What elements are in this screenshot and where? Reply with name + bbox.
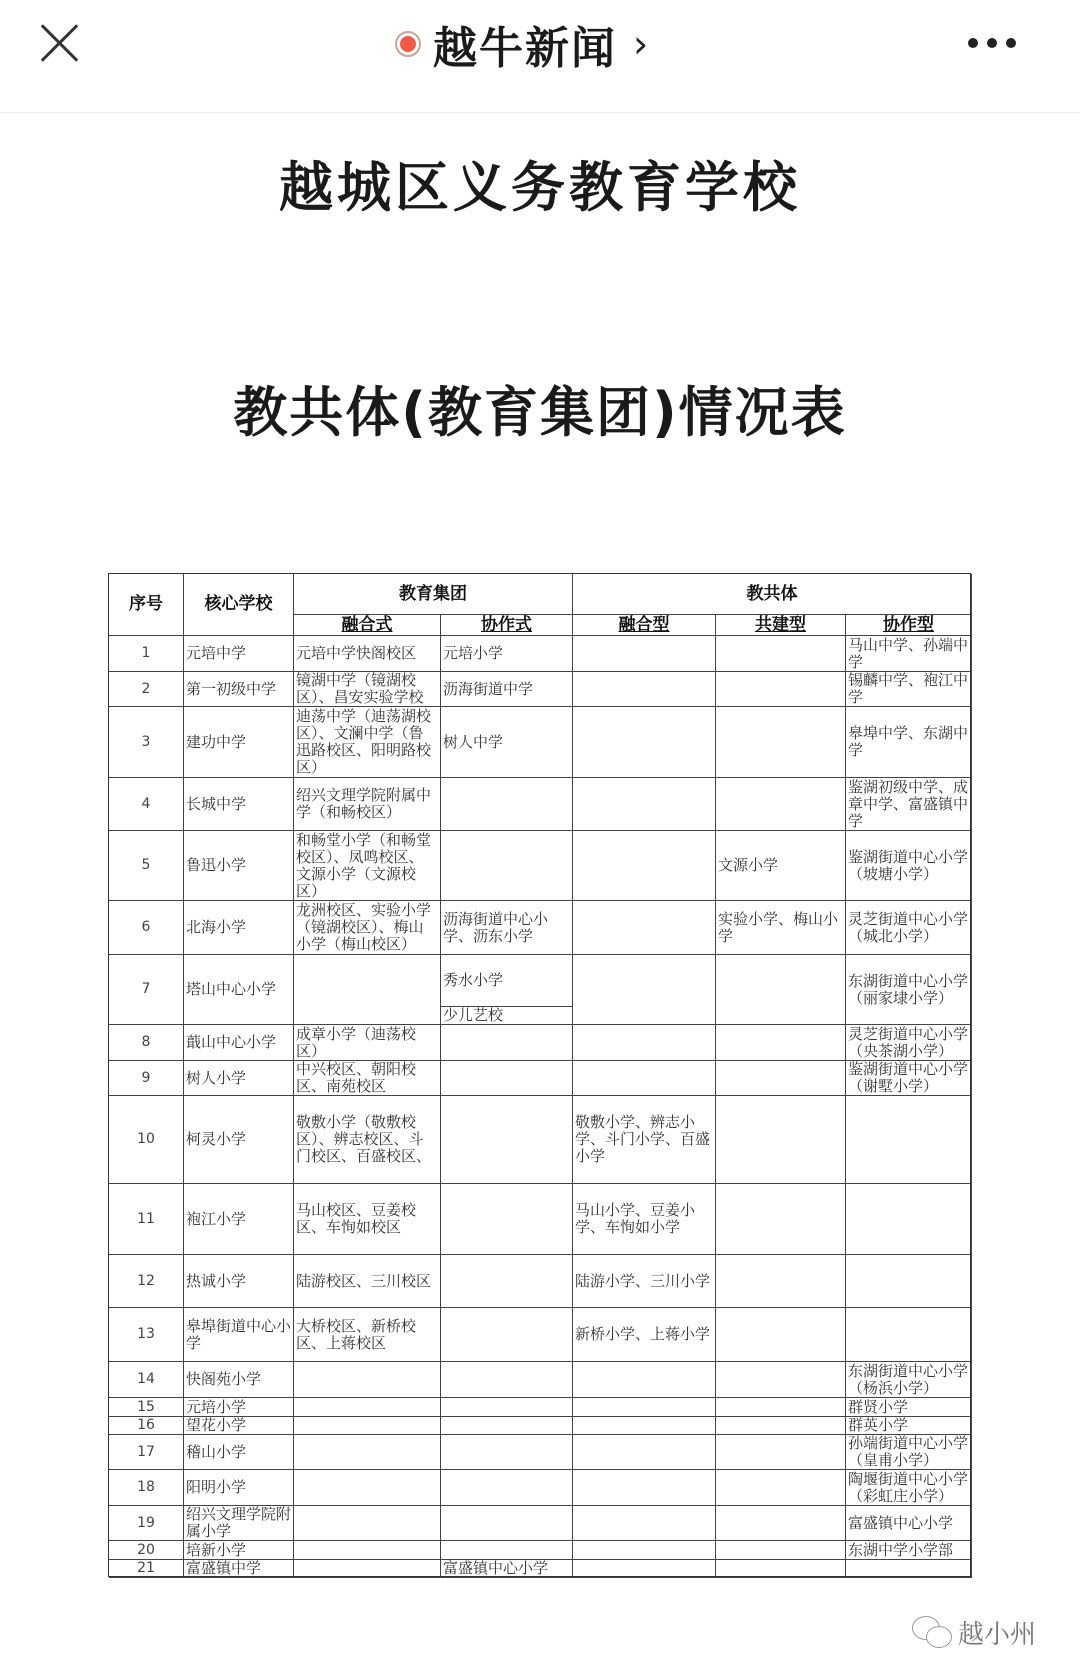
community-cobuild <box>716 1184 846 1255</box>
group-fusion: 中兴校区、朝阳校区、南苑校区 <box>294 1061 441 1096</box>
header-index: 序号 <box>109 574 184 636</box>
community-collab <box>846 1560 972 1578</box>
community-cobuild <box>716 955 846 1025</box>
community-fusion <box>573 901 716 955</box>
community-fusion: 新桥小学、上蒋小学 <box>573 1308 716 1362</box>
community-cobuild <box>716 1308 846 1362</box>
core-school: 第一初级中学 <box>184 672 294 707</box>
community-collab: 鉴湖街道中心小学（坡塘小学） <box>846 831 972 901</box>
community-cobuild <box>716 1255 846 1308</box>
community-fusion <box>573 1025 716 1061</box>
group-fusion <box>294 1560 441 1578</box>
row-index: 15 <box>109 1398 184 1417</box>
community-fusion: 马山小学、豆姜小学、车恂如小学 <box>573 1184 716 1255</box>
community-collab: 东湖街道中心小学（杨浜小学） <box>846 1362 972 1398</box>
watermark-text: 越小州 <box>958 1620 1037 1650</box>
group-fusion <box>294 1506 441 1541</box>
group-fusion: 迪荡中学（迪荡湖校区）、文澜中学（鲁迅路校区、阳明路校区） <box>294 707 441 778</box>
group-fusion: 成章小学（迪荡校区） <box>294 1025 441 1061</box>
group-collab <box>441 1470 573 1506</box>
community-collab <box>846 1255 972 1308</box>
community-cobuild <box>716 672 846 707</box>
community-fusion <box>573 1470 716 1506</box>
close-icon[interactable] <box>38 20 82 64</box>
core-school: 快阁苑小学 <box>184 1362 294 1398</box>
community-collab: 马山中学、孙端中学 <box>846 636 972 672</box>
group-fusion <box>294 1362 441 1398</box>
community-cobuild <box>716 778 846 831</box>
community-collab: 皋埠中学、东湖中学 <box>846 707 972 778</box>
row-index: 18 <box>109 1470 184 1506</box>
community-fusion: 敬敷小学、辨志小学、斗门小学、百盛小学 <box>573 1096 716 1184</box>
community-fusion <box>573 1362 716 1398</box>
community-cobuild <box>716 636 846 672</box>
core-school: 袍江小学 <box>184 1184 294 1255</box>
core-school: 培新小学 <box>184 1541 294 1560</box>
account-name: 越牛新闻 <box>433 23 617 74</box>
community-cobuild: 实验小学、梅山小学 <box>716 901 846 955</box>
account-name-link[interactable] <box>395 14 648 74</box>
row-index: 12 <box>109 1255 184 1308</box>
row-index: 1 <box>109 636 184 672</box>
more-icon[interactable] <box>968 38 1016 48</box>
group-collab <box>441 1255 573 1308</box>
core-school: 鲁迅小学 <box>184 831 294 901</box>
header-group-collab: 协作式 <box>441 615 573 636</box>
row-index: 17 <box>109 1435 184 1470</box>
group-collab <box>441 1417 573 1435</box>
top-bar <box>0 0 1080 113</box>
row-index: 5 <box>109 831 184 901</box>
group-fusion <box>294 1398 441 1417</box>
row-index: 19 <box>109 1506 184 1541</box>
core-school: 绍兴文理学院附属小学 <box>184 1506 294 1541</box>
group-collab: 沥海街道中心小学、沥东小学 <box>441 901 573 955</box>
group-fusion: 镜湖中学（镜湖校区）、昌安实验学校 <box>294 672 441 707</box>
group-collab: 富盛镇中心小学 <box>441 1560 573 1578</box>
group-collab: 元培小学 <box>441 636 573 672</box>
row-index: 8 <box>109 1025 184 1061</box>
group-fusion: 元培中学快阁校区 <box>294 636 441 672</box>
group-collab <box>441 1362 573 1398</box>
community-collab: 富盛镇中心小学 <box>846 1506 972 1541</box>
community-cobuild: 文源小学 <box>716 831 846 901</box>
community-collab: 灵芝街道中心小学（城北小学） <box>846 901 972 955</box>
page-title-line1: 越城区义务教育学校 <box>279 156 801 219</box>
community-fusion <box>573 831 716 901</box>
group-collab <box>441 1541 573 1560</box>
core-school: 柯灵小学 <box>184 1096 294 1184</box>
group-fusion: 大桥校区、新桥校区、上蒋校区 <box>294 1308 441 1362</box>
group-collab <box>441 1096 573 1184</box>
core-school: 塔山中心小学 <box>184 955 294 1025</box>
community-cobuild <box>716 1061 846 1096</box>
row-index: 21 <box>109 1560 184 1578</box>
community-fusion <box>573 1398 716 1417</box>
header-core-school: 核心学校 <box>184 574 294 636</box>
row-index: 10 <box>109 1096 184 1184</box>
community-fusion <box>573 778 716 831</box>
row-index: 2 <box>109 672 184 707</box>
group-collab: 沥海街道中学 <box>441 672 573 707</box>
community-fusion <box>573 1061 716 1096</box>
community-cobuild <box>716 1398 846 1417</box>
row-index: 11 <box>109 1184 184 1255</box>
community-cobuild <box>716 1541 846 1560</box>
group-fusion: 马山校区、豆姜校区、车恂如校区 <box>294 1184 441 1255</box>
group-collab <box>441 778 573 831</box>
community-fusion <box>573 636 716 672</box>
community-collab: 鉴湖初级中学、成章中学、富盛镇中学 <box>846 778 972 831</box>
group-fusion: 陆游校区、三川校区 <box>294 1255 441 1308</box>
community-fusion <box>573 1560 716 1578</box>
core-school: 皋埠街道中心小学 <box>184 1308 294 1362</box>
community-fusion <box>573 1417 716 1435</box>
community-fusion <box>573 1435 716 1470</box>
row-index: 7 <box>109 955 184 1025</box>
community-fusion <box>573 955 716 1025</box>
group-collab <box>441 1398 573 1417</box>
group-collab: 树人中学 <box>441 707 573 778</box>
group-fusion <box>294 1470 441 1506</box>
group-collab <box>441 831 573 901</box>
community-collab <box>846 1096 972 1184</box>
header-community-fusion: 融合型 <box>573 615 716 636</box>
community-collab <box>846 1184 972 1255</box>
group-collab <box>441 1506 573 1541</box>
row-index: 20 <box>109 1541 184 1560</box>
chevron-right-icon: › <box>633 22 649 66</box>
community-cobuild <box>716 1506 846 1541</box>
group-collab <box>441 1025 573 1061</box>
community-fusion <box>573 707 716 778</box>
group-collab <box>441 1308 573 1362</box>
schools-table <box>108 573 971 1577</box>
group-collab <box>441 1435 573 1470</box>
community-collab: 群英小学 <box>846 1417 972 1435</box>
watermark <box>912 1614 1036 1651</box>
group-collab <box>441 1184 573 1255</box>
header-community-collab: 协作型 <box>846 615 972 636</box>
group-fusion <box>294 1435 441 1470</box>
community-collab <box>846 1308 972 1362</box>
row-index: 4 <box>109 778 184 831</box>
core-school: 北海小学 <box>184 901 294 955</box>
community-collab: 东湖中学小学部 <box>846 1541 972 1560</box>
community-fusion <box>573 1506 716 1541</box>
row-index: 13 <box>109 1308 184 1362</box>
community-collab: 东湖街道中心小学（丽家埭小学） <box>846 955 972 1025</box>
wechat-icon <box>912 1616 952 1650</box>
core-school: 阳明小学 <box>184 1470 294 1506</box>
live-dot-icon <box>395 31 421 57</box>
community-cobuild <box>716 1435 846 1470</box>
page-title-line2: 教共体(教育集团)情况表 <box>233 381 847 444</box>
row-index: 6 <box>109 901 184 955</box>
header-community-cobuild: 共建型 <box>716 615 846 636</box>
core-school: 长城中学 <box>184 778 294 831</box>
group-fusion: 敬敷小学（敬敷校区）、辨志校区、斗门校区、百盛校区、 <box>294 1096 441 1184</box>
community-cobuild <box>716 707 846 778</box>
group-collab: 秀水小学 <box>441 955 573 1007</box>
group-fusion <box>294 955 441 1025</box>
core-school: 树人小学 <box>184 1061 294 1096</box>
community-cobuild <box>716 1362 846 1398</box>
header-community: 教共体 <box>573 574 972 615</box>
community-collab: 孙端街道中心小学（皇甫小学） <box>846 1435 972 1470</box>
community-cobuild <box>716 1560 846 1578</box>
core-school: 热诚小学 <box>184 1255 294 1308</box>
community-cobuild <box>716 1025 846 1061</box>
community-collab: 灵芝街道中心小学（央茶湖小学） <box>846 1025 972 1061</box>
core-school: 蕺山中心小学 <box>184 1025 294 1061</box>
group-collab: 少儿艺校 <box>441 1007 573 1025</box>
group-fusion <box>294 1417 441 1435</box>
group-fusion: 和畅堂小学（和畅堂校区）、凤鸣校区、文源小学（文源校区） <box>294 831 441 901</box>
group-fusion: 龙洲校区、实验小学（镜湖校区）、梅山小学（梅山校区） <box>294 901 441 955</box>
community-collab: 陶堰街道中心小学（彩虹庄小学） <box>846 1470 972 1506</box>
group-fusion <box>294 1541 441 1560</box>
group-collab <box>441 1061 573 1096</box>
header-group-fusion: 融合式 <box>294 615 441 636</box>
community-cobuild <box>716 1417 846 1435</box>
core-school: 建功中学 <box>184 707 294 778</box>
header-edu-group: 教育集团 <box>294 574 573 615</box>
community-collab: 群贤小学 <box>846 1398 972 1417</box>
core-school: 元培中学 <box>184 636 294 672</box>
row-index: 9 <box>109 1061 184 1096</box>
row-index: 3 <box>109 707 184 778</box>
group-fusion: 绍兴文理学院附属中学（和畅校区） <box>294 778 441 831</box>
community-collab: 鉴湖街道中心小学（谢墅小学） <box>846 1061 972 1096</box>
community-fusion <box>573 672 716 707</box>
core-school: 富盛镇中学 <box>184 1560 294 1578</box>
community-cobuild <box>716 1470 846 1506</box>
community-fusion: 陆游小学、三川小学 <box>573 1255 716 1308</box>
core-school: 望花小学 <box>184 1417 294 1435</box>
core-school: 元培小学 <box>184 1398 294 1417</box>
community-fusion <box>573 1541 716 1560</box>
row-index: 14 <box>109 1362 184 1398</box>
community-cobuild <box>716 1096 846 1184</box>
community-collab: 锡麟中学、袍江中学 <box>846 672 972 707</box>
row-index: 16 <box>109 1417 184 1435</box>
core-school: 稽山小学 <box>184 1435 294 1470</box>
